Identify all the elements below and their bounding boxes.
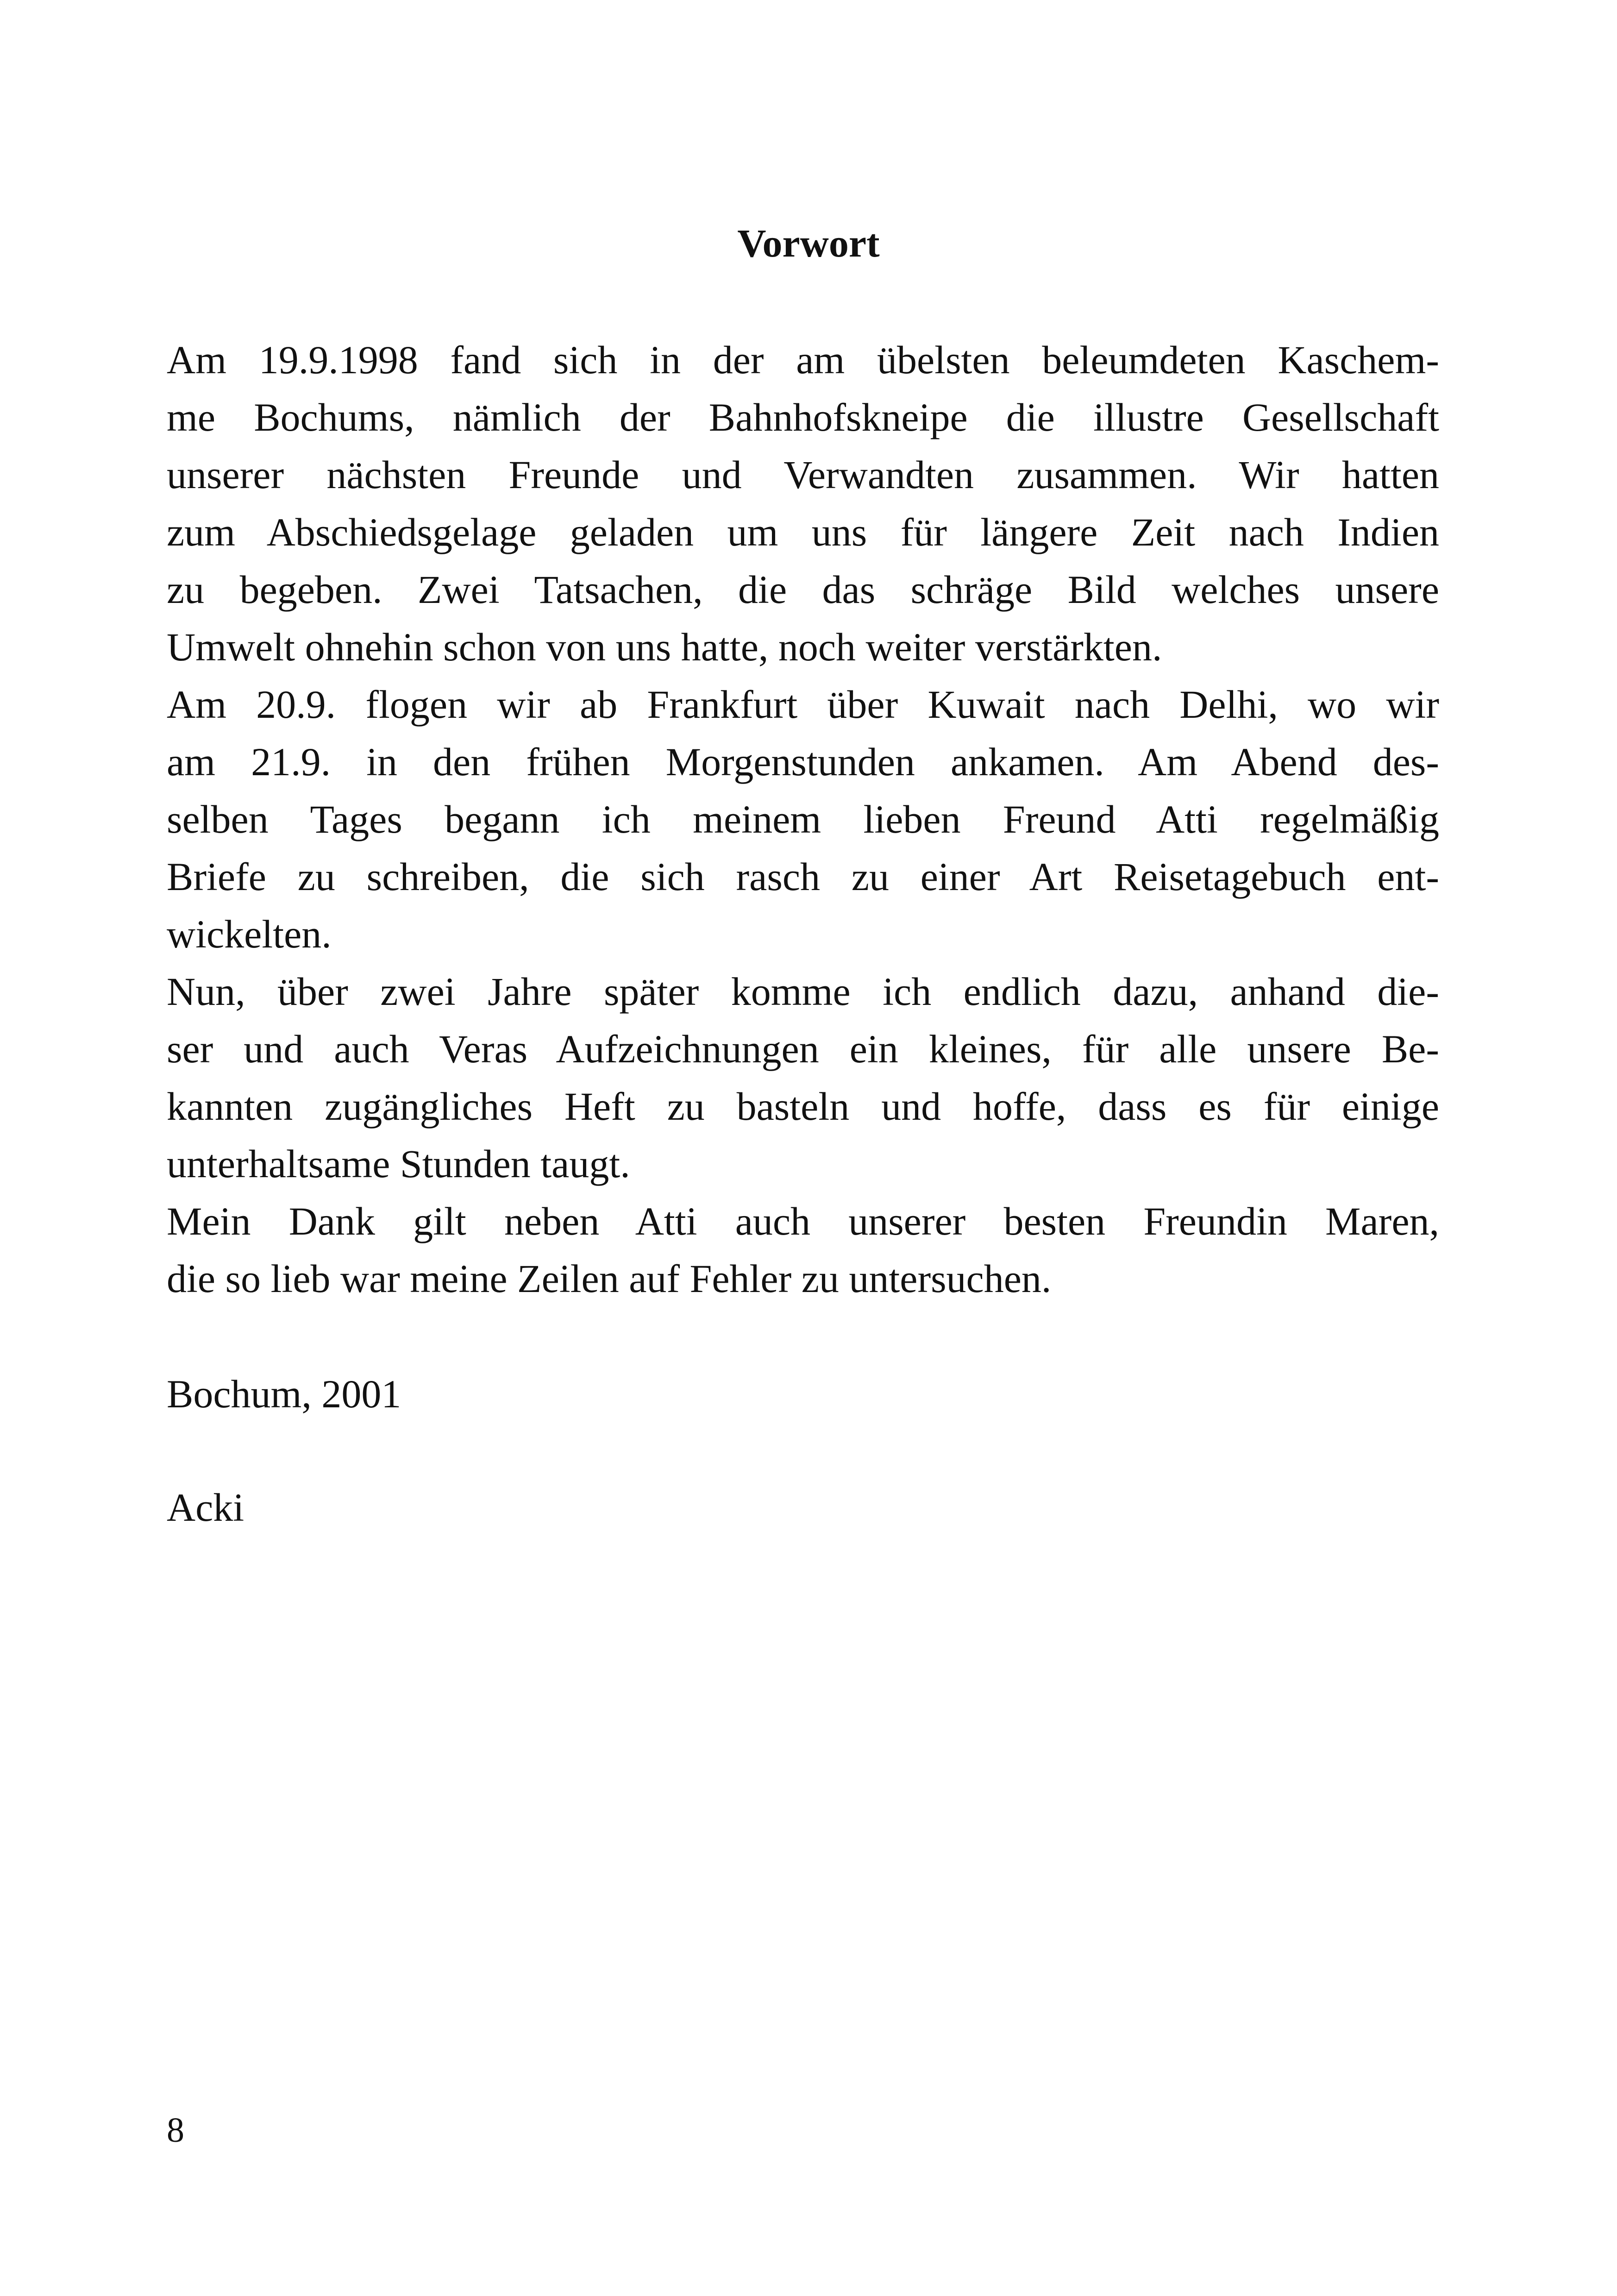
place-date: Bochum, 2001 — [167, 1372, 401, 1416]
text-line: zum Abschiedsgelage geladen um uns für längere Zeit nach Indien — [167, 510, 1439, 554]
text-line: wickelten. — [167, 912, 332, 956]
text-line: me Bochums, nämlich der Bahnhofskneipe die illustre Gesellschaft — [167, 395, 1439, 439]
text-line: kannten zugängliches Heft zu basteln und hoffe, dass es für einige — [167, 1084, 1439, 1129]
text-line: Mein Dank gilt neben Atti auch unserer besten Freundin Maren, — [167, 1199, 1439, 1243]
text-line: Umwelt ohnehin schon von uns hatte, noch weiter verstärkten. — [167, 625, 1162, 669]
text-line: die so lieb war meine Zeilen auf Fehler zu untersuchen. — [167, 1256, 1052, 1301]
text-line: unserer nächsten Freunde und Verwandten zusammen. Wir hatten — [167, 452, 1439, 497]
text-line: selben Tages begann ich meinem lieben Freund Atti regelmäßig — [167, 797, 1439, 841]
text-line: am 21.9. in den frühen Morgenstunden ankamen. Am Abend des- — [167, 740, 1439, 784]
text-line: Nun, über zwei Jahre später komme ich endlich dazu, anhand die- — [167, 969, 1439, 1014]
author-signature: Acki — [167, 1485, 244, 1530]
text-line: zu begeben. Zwei Tatsachen, die das schräge Bild welches unsere — [167, 567, 1439, 612]
text-line: Am 20.9. flogen wir ab Frankfurt über Kuwait nach Delhi, wo wir — [167, 682, 1439, 727]
page-number: 8 — [167, 2111, 184, 2150]
text-line: ser und auch Veras Aufzeichnungen ein kleines, für alle unsere Be- — [167, 1027, 1439, 1071]
page-title: Vorwort — [737, 221, 880, 265]
text-line: Briefe zu schreiben, die sich rasch zu einer Art Reisetagebuch ent- — [167, 854, 1439, 899]
text-line: Am 19.9.1998 fand sich in der am übelsten beleumdeten Kaschem- — [167, 338, 1439, 382]
preface-text — [167, 331, 1439, 1307]
text-line: unterhaltsame Stunden taugt. — [167, 1142, 630, 1186]
